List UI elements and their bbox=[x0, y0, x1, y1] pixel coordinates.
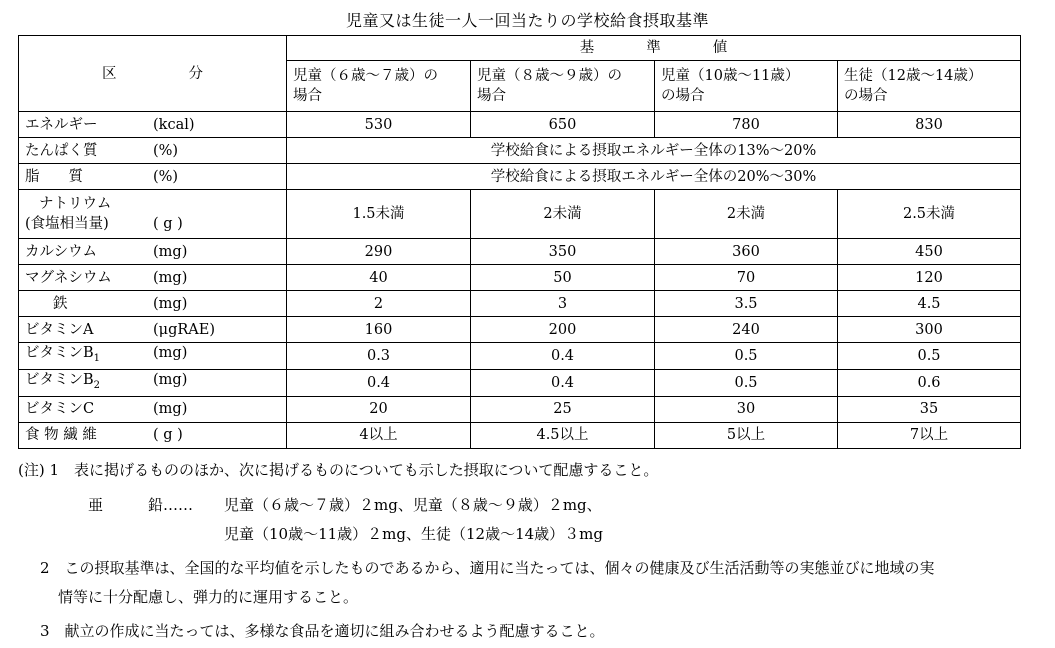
value-cell: 0.5 bbox=[655, 369, 838, 396]
table-row bbox=[19, 291, 1021, 317]
nutrient-label: ビタミンC (mg) bbox=[19, 396, 287, 422]
note-zinc-1: 児童（６歳～７歳）２mg、児童（８歳～９歳）２mg、 bbox=[224, 496, 602, 514]
header-kubun: 区 分 bbox=[19, 36, 287, 112]
table-row bbox=[19, 343, 1021, 370]
value-cell: 0.5 bbox=[655, 343, 838, 370]
value-cell: 2.5未満 bbox=[838, 190, 1021, 239]
intake-standards-table bbox=[18, 35, 1021, 449]
table-row bbox=[19, 422, 1021, 448]
value-cell: 35 bbox=[838, 396, 1021, 422]
value-cell: 4以上 bbox=[287, 422, 471, 448]
value-cell: 2 bbox=[287, 291, 471, 317]
nutrient-label: エネルギー (kcal) bbox=[19, 112, 287, 138]
value-cell: 360 bbox=[655, 239, 838, 265]
value-cell: 0.3 bbox=[287, 343, 471, 370]
value-cell: 0.4 bbox=[471, 369, 655, 396]
value-cell: 3.5 bbox=[655, 291, 838, 317]
nutrient-label: ビタミン$B_1$ (mg) bbox=[19, 343, 287, 370]
value-cell: 7以上 bbox=[838, 422, 1021, 448]
table-row bbox=[19, 265, 1021, 291]
value-cell: 160 bbox=[287, 317, 471, 343]
value-cell: 3 bbox=[471, 291, 655, 317]
nutrient-label: ビタミンA (μgRAE) bbox=[19, 317, 287, 343]
value-cell: 5以上 bbox=[655, 422, 838, 448]
nutrient-label: たんぱく質 (%) bbox=[19, 138, 287, 164]
nutrient-label: マグネシウム (mg) bbox=[19, 265, 287, 291]
merged-value: 学校給食による摂取エネルギー全体の20%～30% bbox=[287, 164, 1021, 190]
merged-value: 学校給食による摂取エネルギー全体の13%～20% bbox=[287, 138, 1021, 164]
header-kijunchi: 基 準 値 bbox=[287, 36, 1021, 61]
value-cell: 4.5以上 bbox=[471, 422, 655, 448]
value-cell: 20 bbox=[287, 396, 471, 422]
value-cell: 450 bbox=[838, 239, 1021, 265]
value-cell: 300 bbox=[838, 317, 1021, 343]
value-cell: 350 bbox=[471, 239, 655, 265]
note-2b: 情等に十分配慮し、弾力的に運用すること。 bbox=[58, 588, 359, 606]
table-row bbox=[19, 396, 1021, 422]
value-cell: 30 bbox=[655, 396, 838, 422]
nutrient-label: カルシウム (mg) bbox=[19, 239, 287, 265]
page-title: 児童又は生徒一人一回当たりの学校給食摂取基準 bbox=[345, 11, 709, 30]
table-row bbox=[19, 164, 1021, 190]
value-cell: 25 bbox=[471, 396, 655, 422]
note-1: (注) 1 表に掲げるもののほか、次に掲げるものについても示した摂取について配慮すること。 bbox=[18, 461, 659, 479]
value-cell: 2未満 bbox=[471, 190, 655, 239]
note-zinc-2: 児童（10歳～11歳）２mg、生徒（12歳～14歳）３mg bbox=[224, 525, 604, 543]
note-zinc-label: 亜 鉛…… bbox=[88, 496, 194, 514]
header-row-1 bbox=[19, 36, 1021, 61]
header-group-4: 生徒（12歳～14歳） の場合 bbox=[838, 61, 1021, 112]
nutrient-label: ナトリウム (食塩相当量) ( g ) bbox=[19, 190, 287, 239]
value-cell: 650 bbox=[471, 112, 655, 138]
value-cell: 50 bbox=[471, 265, 655, 291]
value-cell: 4.5 bbox=[838, 291, 1021, 317]
header-group-2: 児童（８歳～９歳）の 場合 bbox=[471, 61, 655, 112]
table-row bbox=[19, 138, 1021, 164]
value-cell: 70 bbox=[655, 265, 838, 291]
value-cell: 830 bbox=[838, 112, 1021, 138]
nutrient-label: 脂 質 (%) bbox=[19, 164, 287, 190]
table-row bbox=[19, 239, 1021, 265]
note-2a: 2 この摂取基準は、全国的な平均値を示したものであるから、適用に当たっては、個々の健康及び生活活動等の実態並びに地域の実 bbox=[40, 559, 935, 577]
note-3: 3 献立の作成に当たっては、多様な食品を適切に組み合わせるよう配慮すること。 bbox=[40, 622, 605, 640]
value-cell: 530 bbox=[287, 112, 471, 138]
header-group-3: 児童（10歳～11歳） の場合 bbox=[655, 61, 838, 112]
nutrient-label: 食 物 繊 維 ( g ) bbox=[19, 422, 287, 448]
value-cell: 780 bbox=[655, 112, 838, 138]
nutrient-label: ビタミン$B_2$ (mg) bbox=[19, 369, 287, 396]
value-cell: 120 bbox=[838, 265, 1021, 291]
value-cell: 200 bbox=[471, 317, 655, 343]
table-row bbox=[19, 369, 1021, 396]
value-cell: 240 bbox=[655, 317, 838, 343]
table-row bbox=[19, 190, 1021, 239]
value-cell: 0.5 bbox=[838, 343, 1021, 370]
table-row bbox=[19, 112, 1021, 138]
value-cell: 290 bbox=[287, 239, 471, 265]
table-row bbox=[19, 317, 1021, 343]
value-cell: 40 bbox=[287, 265, 471, 291]
header-group-1: 児童（６歳～７歳）の 場合 bbox=[287, 61, 471, 112]
nutrient-label: 鉄 (mg) bbox=[19, 291, 287, 317]
value-cell: 1.5未満 bbox=[287, 190, 471, 239]
value-cell: 0.4 bbox=[471, 343, 655, 370]
value-cell: 0.6 bbox=[838, 369, 1021, 396]
value-cell: 0.4 bbox=[287, 369, 471, 396]
value-cell: 2未満 bbox=[655, 190, 838, 239]
